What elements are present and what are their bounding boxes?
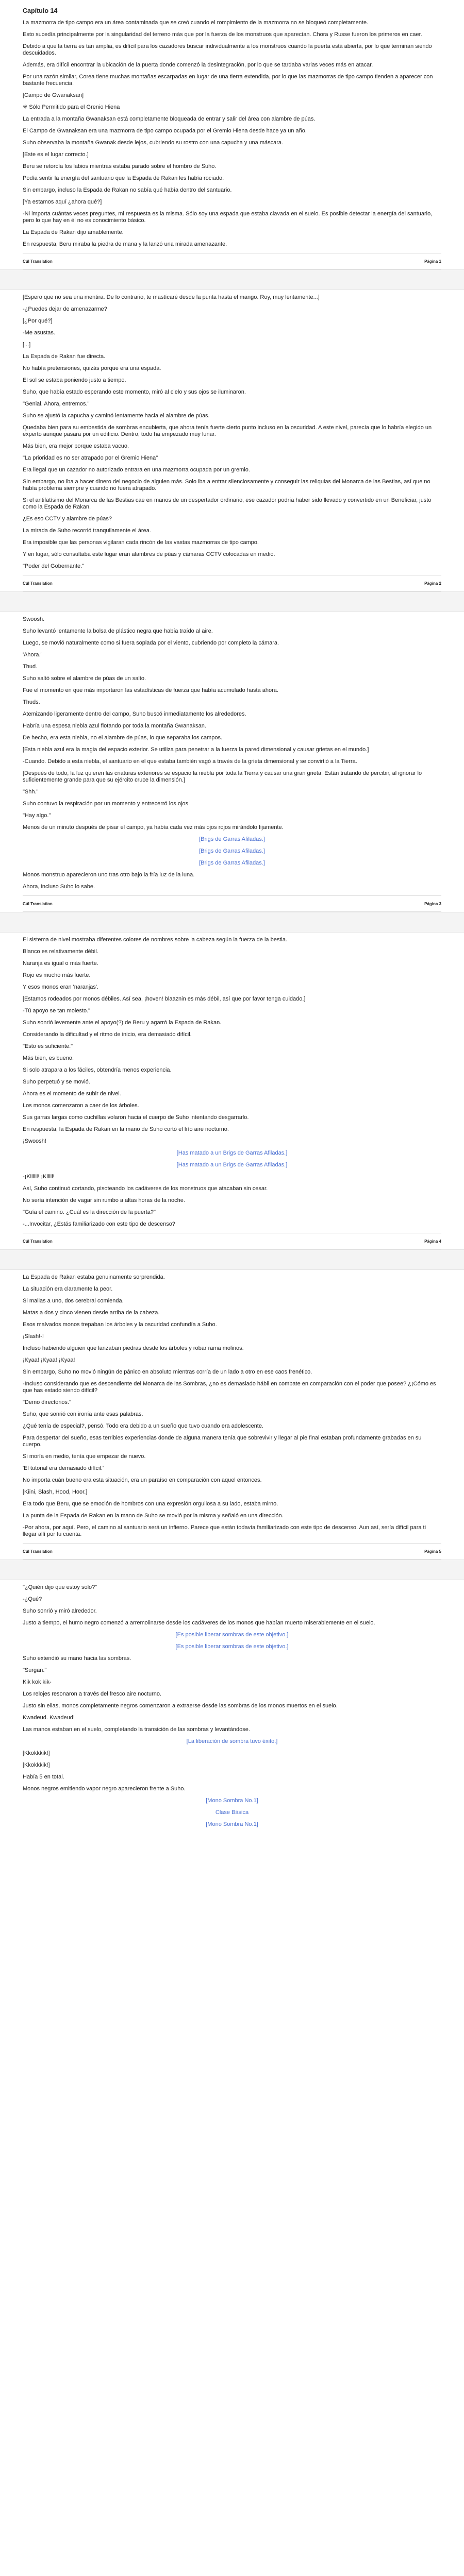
paragraph: "Esto es suficiente."	[23, 1043, 73, 1049]
paragraph: "Poder del Gobernante."	[23, 563, 85, 569]
paragraph: Monos monstruo aparecieron uno tras otro bajo la fría luz de la luna.	[23, 872, 195, 878]
paragraph: Suho extendió su mano hacia las sombras.	[23, 1655, 131, 1662]
footer-credit: Cúl Translation	[23, 901, 53, 906]
paragraph: Suho se ajustó la capucha y caminó lentamente hacia el alambre de púas.	[23, 413, 210, 419]
paragraph: "Guía el camino. ¿Cuál es la dirección de la puerta?"	[23, 1209, 156, 1215]
paragraph: En respuesta, Beru miraba la piedra de mana y la lanzó una mirada amenazante.	[23, 241, 227, 247]
paragraph: No importa cuán bueno era esta situación, era un paraíso en comparación con aquel entonces.	[23, 1477, 262, 1483]
paragraph: "Surgan."	[23, 1667, 47, 1673]
paragraph: Kwadeud. Kwadeud!	[23, 1715, 75, 1721]
paragraph: -...Invocitar, ¿Estás familiarizado con este tipo de descenso?	[23, 1221, 175, 1227]
paragraph: Kik kok kik-	[23, 1679, 52, 1685]
paragraph: Debido a que la tierra es tan amplia, es difícil para los cazadores buscar individualmente a los monstruos cuando la puerta está abierta, por lo que terminan siendo descuidados.	[23, 43, 432, 56]
paragraph: -¿Puedes dejar de amenazarme?	[23, 306, 107, 312]
paragraph: Suho, que sonrió con ironía ante esas palabras.	[23, 1411, 143, 1417]
footer-credit: Cúl Translation	[23, 1239, 53, 1244]
paragraph: De hecho, era esta niebla, no el alambre de púas, lo que separaba los campos.	[23, 735, 223, 741]
system-message: [Es posible liberar sombras de este objetivo.]	[175, 1632, 289, 1638]
paragraph: Ahora, incluso Suho lo sabe.	[23, 884, 95, 890]
page-footer	[23, 1543, 441, 1560]
paragraph: [Esta niebla azul era la magia del espacio exterior. Se utiliza para penetrar a la fuerza la pared dimensional y causar grietas en el mundo.]	[23, 747, 369, 753]
paragraph: Menos de un minuto después de pisar el campo, ya había cada vez más ojos rojos mirándolo fijamente.	[23, 824, 284, 831]
paragraph: [...]	[23, 342, 31, 348]
paragraph: Thuds.	[23, 699, 40, 705]
paragraph: Suho levantó lentamente la bolsa de plástico negra que había traído al aire.	[23, 628, 213, 634]
system-message: [La liberación de sombra tuvo éxito.]	[186, 1738, 278, 1744]
page-separator	[0, 1560, 464, 1580]
page-number: Página 5	[424, 1549, 441, 1554]
paragraph: ¡Swoosh!	[23, 1138, 46, 1144]
paragraph: Y esos monos eran 'naranjas'.	[23, 984, 99, 990]
page-number: Página 1	[424, 259, 441, 264]
paragraph: [Kkokkkik!]	[23, 1750, 50, 1756]
page-number: Página 2	[424, 581, 441, 586]
paragraph: Suho contuvo la respiración por un momento y entrecerró los ojos.	[23, 801, 190, 807]
paragraph: Matas a dos y cinco vienen desde arriba de la cabeza.	[23, 1310, 160, 1316]
paragraph: Naranja es igual o más fuerte.	[23, 960, 98, 967]
paragraph: [Campo de Gwanaksan]	[23, 92, 84, 98]
paragraph: Podía sentir la energía del santuario que la Espada de Rakan les había rociado.	[23, 175, 224, 181]
paragraph: Y en lugar, sólo consultaba este lugar eran alambres de púas y cámaras CCTV colocadas en medio.	[23, 551, 275, 557]
paragraph: -Por ahora, por aquí. Pero, el camino al santuario será un infierno. Parece que están todavía familiarizado con este tipo de descenso. Aun así, sería difícil para ti llegar allí por tu cuenta.	[23, 1524, 426, 1537]
paragraph: Thud.	[23, 664, 38, 670]
page-footer	[23, 1233, 441, 1249]
paragraph: [Este es el lugar correcto.]	[23, 151, 89, 158]
system-message: [Brigs de Garras Afiladas.]	[199, 836, 265, 842]
paragraph: -Tú apoyo se tan molesto."	[23, 1008, 91, 1014]
paragraph: No había pretensiones, quizás porque era una espada.	[23, 365, 161, 371]
paragraph: -Ni importa cuántas veces preguntes, mi respuesta es la misma. Sólo soy una espada que estaba clavada en el suelo. Es posible detectar la energía del santuario, pero lo que hay en él no es conocimiento básico.	[23, 211, 433, 224]
paragraph: Además, era difícil encontrar la ubicación de la puerta donde comenzó la desintegración, por lo que se tardaba varias veces más en atacar.	[23, 62, 373, 68]
page-5-body	[23, 1274, 441, 1538]
page-number: Página 4	[424, 1239, 441, 1244]
paragraph: Atemizando ligeramente dentro del campo, Suho buscó inmediatamente los alrededores.	[23, 711, 246, 717]
page-4-body	[23, 937, 441, 1228]
paragraph: En respuesta, la Espada de Rakan en la mano de Suho cortó el frío aire nocturno.	[23, 1126, 229, 1132]
paragraph: "Demo directorios."	[23, 1399, 72, 1405]
paragraph: El sistema de nivel mostraba diferentes colores de nombres sobre la cabeza según la fuerza de la bestia.	[23, 937, 288, 943]
document-page-3	[0, 612, 464, 912]
paragraph: -Me asustas.	[23, 330, 55, 336]
paragraph: Considerando la dificultad y el ritmo de inicio, era demasiado difícil.	[23, 1031, 192, 1038]
system-message: Clase Básica	[215, 1809, 249, 1816]
document-page-6	[0, 1580, 464, 1828]
page-separator	[0, 269, 464, 290]
paragraph: Fue el momento en que más importaron las estadísticas de fuerza que había acumulado hasta ahora.	[23, 687, 278, 693]
paragraph: ¡Kyaa! ¡Kyaa! ¡Kyaa!	[23, 1357, 75, 1363]
paragraph: Suho saltó sobre el alambre de púas de un salto.	[23, 675, 146, 682]
paragraph: Sus garras largas como cuchillas volaron hacia el cuerpo de Suho intentando desgarrarlo.	[23, 1114, 249, 1121]
paragraph: "¿Quién dijo que estoy solo?"	[23, 1584, 97, 1590]
paragraph: "La prioridad es no ser atrapado por el Gremio Hiena"	[23, 455, 158, 461]
system-message: [Es posible liberar sombras de este objetivo.]	[175, 1643, 289, 1650]
paragraph: -¿Qué?	[23, 1596, 42, 1602]
paragraph: "Genial. Ahora, entremos."	[23, 401, 90, 407]
paragraph: Suho perpetuó y se movió.	[23, 1079, 90, 1085]
paragraph: Era imposible que las personas vigilaran cada rincón de las vastas mazmorras de tipo campo.	[23, 539, 259, 546]
paragraph: ¡Slash!-!	[23, 1333, 44, 1340]
paragraph: No sería intención de vagar sin rumbo a altas horas de la noche.	[23, 1197, 185, 1204]
paragraph: Quedaba bien para su embestida de sombras encubierta, que ahora tenía fuerte cierto punto incluso en la oscuridad. A este nivel, parecía que lo habría elegido un experto aunque pasara por un edificio. Dentro, todo ha empezado muy lunar.	[23, 425, 432, 437]
paragraph: [Espero que no sea una mentira. De lo contrario, te mastícaré desde la punta hasta el mango. Roy, muy lentamente...]	[23, 294, 320, 300]
paragraph: ¿Es eso CCTV y alambre de púas?	[23, 516, 112, 522]
paragraph: [Estamos rodeados por monos débiles. Así sea, ¡hoven! blaaznin es más débil, así que por favor tenga cuidado.]	[23, 996, 306, 1002]
paragraph: Sin embargo, incluso la Espada de Rakan no sabía qué había dentro del santuario.	[23, 187, 232, 193]
paragraph: Para despertar del sueño, esas terribles experiencias donde de alguna manera tenía que sobrevivir y llegar al pie final estaban profundamente grabadas en su cuerpo.	[23, 1435, 422, 1448]
page-footer	[23, 575, 441, 591]
paragraph: Suho observaba la montaña Gwanak desde lejos, cubriendo su rostro con una capucha y una máscara.	[23, 140, 284, 146]
paragraph: [¿Por qué?]	[23, 318, 53, 324]
paragraph: La mazmorra de tipo campo era un área contaminada que se creó cuando el rompimiento de la mazmorra no se bloqueó completamente.	[23, 20, 369, 26]
paragraph: Los relojes resonaron a través del fresco aire nocturno.	[23, 1691, 162, 1697]
paragraph: Monos negros emitiendo vapor negro aparecieron frente a Suho.	[23, 1786, 186, 1792]
system-message: [Brigs de Garras Afiladas.]	[199, 848, 265, 854]
footer-credit: Cúl Translation	[23, 259, 53, 264]
page-footer	[23, 253, 441, 269]
document-page-2	[0, 290, 464, 591]
footer-credit: Cúl Translation	[23, 1549, 53, 1554]
paragraph: Los monos comenzaron a caer de los árboles.	[23, 1103, 139, 1109]
paragraph: Había 5 en total.	[23, 1774, 64, 1780]
paragraph: Por una razón similar, Corea tiene muchas montañas escarpadas en lugar de una tierra extendida, por lo que las mazmorras de tipo campo tienden a aparecer con bastante frecuencia.	[23, 74, 433, 87]
paragraph: ※ Sólo Permitido para el Grenio Hiena	[23, 104, 120, 110]
chapter-title: Capítulo 14	[23, 7, 58, 14]
paragraph: -¡Kiiiiii! ¡Kiiiii!	[23, 1174, 55, 1180]
paragraph: Esos malvados monos trepaban los árboles y la oscuridad confundía a Suho.	[23, 1321, 217, 1328]
system-message: [Has matado a un Brigs de Garras Afiladas.]	[176, 1150, 288, 1156]
paragraph: Rojo es mucho más fuerte.	[23, 972, 91, 978]
paragraph: Era ilegal que un cazador no autorizado entrara en una mazmorra ocupada por un gremio.	[23, 467, 250, 473]
paragraph: Suho sonrió y miró alrededor.	[23, 1608, 97, 1614]
paragraph: Así, Suho continuó cortando, pisoteando los cadáveres de los monstruos que atacaban sin cesar.	[23, 1185, 268, 1192]
paragraph: Justo a tiempo, el humo negro comenzó a arremolinarse desde los cadáveres de los monos que habían muerto miserablemente en el suelo.	[23, 1620, 375, 1626]
paragraph: La entrada a la montaña Gwanaksan está completamente bloqueada de entrar y salir del área con alambre de púas.	[23, 116, 316, 122]
paragraph: La mirada de Suho recorrió tranquilamente el área.	[23, 528, 151, 534]
page-1-body	[23, 20, 441, 248]
paragraph: [Después de todo, la luz quieren las criaturas exteriores se espacio la niebla por toda la Tierra y causar una gran grieta. Están tratando de percibir, al ignorar lo suficientemente grande para que su ejército cruce la dimensión.]	[23, 770, 422, 783]
page-number: Página 3	[424, 901, 441, 906]
paragraph: -Cuando. Debido a esta niebla, el santuario en el que estaba también vagó a través de la grieta dimensional y se convirtió a la Tierra.	[23, 758, 357, 765]
system-message: [Brigs de Garras Afiladas.]	[199, 860, 265, 866]
paragraph: "Shh."	[23, 789, 39, 795]
paragraph: El Campo de Gwanaksan era una mazmorra de tipo campo ocupada por el Gremio Hiena desde hace ya un año.	[23, 128, 307, 134]
paragraph: Esto sucedía principalmente por la singularidad del terreno más que por la fuerza de los monstruos que aparecían. Chora y Russe fueron los primeros en caer.	[23, 31, 422, 38]
paragraph: Justo sin ellas, monos completamente negros comenzaron a extraerse desde las sombras de los monos muertos en el suelo.	[23, 1703, 338, 1709]
page-2-body	[23, 294, 441, 570]
paragraph: 'Ahora.'	[23, 652, 42, 658]
paragraph: 'El tutorial era demasiado difícil.'	[23, 1465, 104, 1471]
paragraph: La punta de la Espada de Rakan en la mano de Suho se movió por la misma y señaló en una dirección.	[23, 1513, 284, 1519]
system-message: [Has matado a un Brigs de Garras Afiladas.]	[176, 1162, 288, 1168]
paragraph: Sin embargo, Suho no movió ningún de pánico en absoluto mientras corría de un lado a otro en ese caos frenético.	[23, 1369, 312, 1375]
paragraph: Sin embargo, no iba a hacer dinero del negocio de alguien más. Solo iba a entrar silenciosamente y conseguir las reliquias del Monarca de las Bestias, así que no había problema siempre y cuando no fuera atrapado.	[23, 479, 430, 492]
system-message: [Mono Sombra No.1]	[206, 1798, 258, 1804]
paragraph: -Incluso considerando que es descendiente del Monarca de las Sombras, ¿no es demasiado hábil en combate en comparación con el poder que posee? ¿¡Cómo es que has estado siendo difícil?	[23, 1381, 436, 1394]
document-page-5	[0, 1270, 464, 1560]
footer-credit: Cúl Translation	[23, 581, 53, 586]
paragraph: [Kiini, Slash, Hood, Hoor.]	[23, 1489, 88, 1495]
paragraph: [Kkokkkik!]	[23, 1762, 50, 1768]
paragraph: Incluso habiendo alguien que lanzaban piedras desde los árboles y robar rama molinos.	[23, 1345, 244, 1351]
paragraph: Suho, que había estado esperando este momento, miró al cielo y sus ojos se iluminaron.	[23, 389, 246, 395]
paragraph: La situación era claramente la peor.	[23, 1286, 113, 1292]
system-message: [Mono Sombra No.1]	[206, 1821, 258, 1827]
paragraph: El sol se estaba poniendo justo a tiempo.	[23, 377, 126, 383]
paragraph: Luego, se movió naturalmente como si fuera soplada por el viento, cubriendo por completo la cámara.	[23, 640, 279, 646]
paragraph: Era todo que Beru, que se emoción de hombros con una expresión orgullosa a su lado, estaba mirno.	[23, 1501, 278, 1507]
paragraph: Si mallas a uno, dos cerebral comienda.	[23, 1298, 124, 1304]
paragraph: Blanco es relativamente débil.	[23, 948, 98, 955]
paragraph: Más bien, es bueno.	[23, 1055, 74, 1061]
page-separator	[0, 912, 464, 933]
paragraph: Si el antifatísimo del Monarca de las Bestias cae en manos de un despertador ordinario, ese cazador podría haber sido llevado y convertido en un Beneficiar, justo como la Espada de Rakan.	[23, 497, 432, 510]
paragraph: La Espada de Rakan fue directa.	[23, 353, 106, 360]
paragraph: La Espada de Rakan dijo amablemente.	[23, 229, 124, 235]
page-6-body	[23, 1584, 441, 1828]
paragraph: Beru se retorcía los labios mientras estaba parado sobre el hombro de Suho.	[23, 163, 217, 170]
document-page-1	[0, 0, 464, 269]
paragraph: Si solo atrapara a los fáciles, obtendría menos experiencia.	[23, 1067, 172, 1073]
paragraph: Más bien, era mejor porque estaba vacuo.	[23, 443, 129, 449]
paragraph: Habría una espesa niebla azul flotando por toda la montaña Gwanaksan.	[23, 723, 206, 729]
paragraph: Si moría en medio, tenía que empezar de nuevo.	[23, 1453, 146, 1460]
paragraph: ¿Qué tenía de especial?, pensó. Todo era debido a un sueño que tuvo cuando era adolescente.	[23, 1423, 264, 1429]
document-page-4	[0, 933, 464, 1249]
page-3-body	[23, 616, 441, 890]
page-separator	[0, 591, 464, 612]
page-separator	[0, 1249, 464, 1270]
paragraph: Ahora es el momento de subir de nivel.	[23, 1091, 121, 1097]
paragraph: Las manos estaban en el suelo, completando la transición de las sombras y levantándose.	[23, 1726, 250, 1733]
paragraph: Swoosh.	[23, 616, 45, 622]
paragraph: "Hay algo."	[23, 812, 51, 819]
paragraph: La Espada de Rakan estaba genuinamente sorprendida.	[23, 1274, 165, 1280]
paragraph: [Ya estamos aquí ¿ahora qué?]	[23, 199, 102, 205]
page-footer	[23, 895, 441, 912]
paragraph: Suho sonrió levemente ante el apoyo(?) de Beru y agarró la Espada de Rakan.	[23, 1020, 222, 1026]
